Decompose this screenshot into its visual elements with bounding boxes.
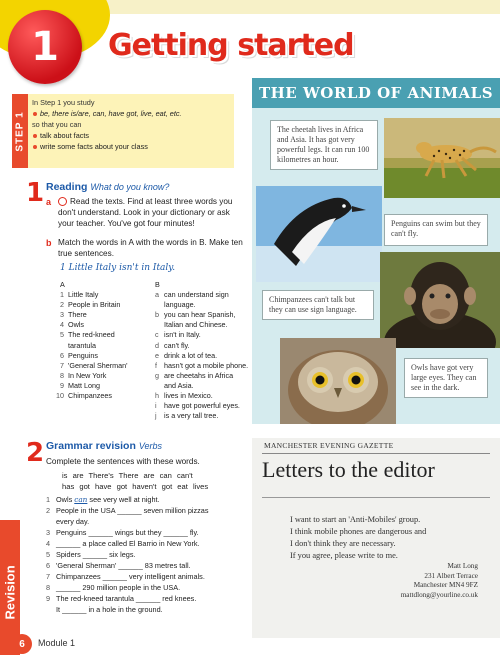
- match-row: [155, 401, 251, 411]
- match-row: [54, 371, 159, 381]
- match-row: [155, 411, 251, 421]
- item-number: [155, 300, 164, 310]
- sentence-number: 1: [46, 495, 51, 504]
- match-row: [155, 391, 251, 401]
- grammar-sentence: [46, 593, 246, 604]
- letter-line: I want to start an 'Anti-Mobiles' group.: [290, 515, 421, 524]
- item-number: 7: [60, 360, 64, 370]
- item-text: Matt Long: [68, 380, 100, 390]
- match-row: [155, 290, 251, 300]
- grammar-sentence: [46, 505, 246, 516]
- grammar-sentence: [46, 527, 246, 538]
- owls-caption: Owls have got very large eyes. They can see in the dark.: [404, 358, 488, 398]
- grammar-instruction: Complete the sentences with these words.: [46, 457, 200, 466]
- letter-line: If you agree, please write to me.: [290, 551, 398, 560]
- item-text: Chimpanzees: [68, 391, 112, 401]
- reading-heading-text: Reading: [46, 181, 88, 193]
- signature-line: Matt Long: [447, 562, 478, 570]
- chimpanzees-caption: Chimpanzees can't talk but they can use sign language.: [262, 290, 374, 320]
- item-number: 6: [60, 350, 64, 360]
- step-intro: In Step 1 you study: [32, 98, 95, 107]
- sentence-text: Chimpanzees ______ very intelligent animals.: [56, 572, 205, 581]
- item-text: lives in Mexico.: [164, 391, 213, 401]
- example-answer: 1 Little Italy isn't in Italy.: [60, 263, 176, 273]
- item-text: There: [68, 310, 87, 320]
- match-row: [54, 351, 159, 361]
- penguin-photo: [256, 186, 382, 282]
- match-row: [54, 341, 159, 351]
- sentence-text: see very well at night.: [87, 495, 160, 504]
- item-number: h: [155, 391, 159, 401]
- grammar-heading-text: Grammar revision: [46, 440, 136, 452]
- penguins-caption: Penguins can swim but they can't fly.: [384, 214, 488, 246]
- item-number: 2: [60, 300, 64, 310]
- grammar-sentence: [46, 494, 246, 505]
- revision-label: Revision: [2, 565, 18, 620]
- item-text: People in Britain: [68, 300, 121, 310]
- item-number: b: [155, 310, 159, 320]
- item-number: [155, 381, 164, 391]
- word-pool-line: is are There's There are can can't: [62, 471, 193, 480]
- task-a-letter: a: [46, 197, 52, 207]
- sentence-text: Spiders ______ six legs.: [56, 550, 136, 559]
- sentence-number: 4: [46, 539, 51, 548]
- sentence-text: Penguins ______ wings but they ______ fly.: [56, 528, 199, 537]
- step-tab-label: STEP 1: [14, 110, 26, 152]
- match-row: [155, 330, 251, 340]
- item-number: 3: [60, 310, 64, 320]
- grammar-sentence: [46, 571, 246, 582]
- grammar-heading: [46, 440, 162, 452]
- divider: [262, 453, 490, 454]
- item-text: can't fly.: [164, 340, 190, 350]
- module-label: Module 1: [38, 638, 76, 648]
- item-number: i: [155, 401, 157, 411]
- section-number-grammar: 2: [26, 438, 45, 468]
- word-pool-line: has got have got haven't got eat lives: [62, 482, 209, 491]
- match-row: [155, 351, 251, 361]
- section-number-reading: 1: [26, 178, 45, 208]
- item-text: drink a lot of tea.: [164, 350, 218, 360]
- sentence-number: 8: [46, 583, 51, 592]
- match-row: [54, 300, 159, 310]
- world-of-animals-title: THE WORLD OF ANIMALS: [252, 78, 500, 108]
- match-row: [54, 310, 159, 320]
- sentence-text: every day.: [56, 517, 90, 526]
- task-b-letter: b: [46, 238, 52, 248]
- page-number: 6: [19, 638, 25, 650]
- item-text: tarantula: [68, 340, 96, 350]
- match-row: [54, 391, 159, 401]
- step-study-item: be, there is/are, can, have got, live, eat, etc.: [32, 108, 232, 119]
- item-number: f: [155, 360, 157, 370]
- handwritten-answer: can: [74, 495, 88, 504]
- grammar-sentence: [46, 604, 246, 615]
- match-row: [155, 341, 251, 351]
- item-text: In New York: [68, 370, 107, 380]
- letter-body: [290, 514, 490, 562]
- sentence-number: 5: [46, 550, 51, 559]
- item-number: 1: [60, 290, 64, 300]
- grammar-sentence: [46, 560, 246, 571]
- item-text: 'General Sherman': [68, 360, 128, 370]
- column-b-header: B: [155, 280, 160, 289]
- sentence-text: 'General Sherman' ______ 83 metres tall.: [56, 561, 191, 570]
- letter-signature: [360, 562, 478, 600]
- item-number: c: [155, 330, 159, 340]
- match-row: [155, 310, 251, 320]
- signature-line: mattdlong@yourline.co.uk: [400, 590, 478, 599]
- sentence-number: 6: [46, 561, 51, 570]
- match-row: [155, 371, 251, 381]
- grammar-sentences: [46, 494, 246, 615]
- chimpanzee-photo: [380, 252, 500, 348]
- unit-number: 1: [31, 24, 59, 70]
- sentence-number: 2: [46, 506, 51, 515]
- sentence-text: The red-kneed tarantula ______ red knees.: [56, 594, 197, 603]
- sentence-text: ______ a place called El Barrio in New York.: [56, 539, 200, 548]
- match-column-a: [54, 280, 159, 401]
- item-text: hasn't got a mobile phone.: [164, 360, 249, 370]
- item-number: 5: [60, 330, 64, 340]
- reading-question: What do you know?: [90, 182, 170, 192]
- unit-title: Getting started: [108, 28, 354, 63]
- match-row: [54, 320, 159, 330]
- item-number: [54, 341, 68, 351]
- sentence-number: 7: [46, 572, 51, 581]
- sentence-text: People in the USA ______ seven million pizzas: [56, 506, 209, 515]
- step-content: [32, 97, 232, 152]
- item-number: e: [155, 350, 159, 360]
- grammar-sentence: [46, 549, 246, 560]
- owl-photo: [280, 338, 396, 424]
- cheetah-photo: [384, 118, 500, 198]
- step-goal: write some facts about your class: [32, 141, 232, 152]
- step-goal: talk about facts: [32, 130, 232, 141]
- signature-line: Manchester MN4 9FZ: [413, 581, 478, 590]
- item-number: j: [155, 411, 157, 421]
- match-column-b: [155, 280, 251, 421]
- letter-line: I don't think they are necessary.: [290, 539, 396, 548]
- item-text: Owls: [68, 320, 84, 330]
- item-number: [155, 320, 164, 330]
- item-text: are cheetahs in Africa: [164, 370, 234, 380]
- match-row: [54, 381, 159, 391]
- match-row: [155, 300, 251, 310]
- grammar-sentence: [46, 582, 246, 593]
- item-number: d: [155, 340, 159, 350]
- item-number: 4: [60, 320, 64, 330]
- item-number: 10: [56, 391, 64, 401]
- grammar-sentence: [46, 538, 246, 549]
- item-text: and Asia.: [164, 380, 194, 390]
- task-a-text: Read the texts. Find at least three words you don't understand. Look in your dictionary or ask your teacher. You've got four minutes!: [58, 197, 233, 228]
- letter-line: I think mobile phones are dangerous and: [290, 527, 427, 536]
- cheetah-caption: The cheetah lives in Africa and Asia. It has got very powerful legs. It can run 100 kilometres an hour.: [270, 120, 378, 170]
- match-row: [54, 330, 159, 340]
- signature-line: 231 Albert Terrace: [424, 571, 478, 580]
- match-row: [54, 290, 159, 300]
- word-pool: [62, 470, 208, 492]
- match-row: [155, 381, 251, 391]
- item-number: 8: [60, 370, 64, 380]
- item-text: Penguins: [68, 350, 98, 360]
- sentence-number: 9: [46, 594, 51, 603]
- item-text: Little Italy: [68, 290, 99, 300]
- grammar-sentence: [46, 516, 246, 527]
- item-text: isn't in Italy.: [164, 330, 201, 340]
- sentence-text: Owls: [56, 495, 75, 504]
- grammar-sub: Verbs: [138, 441, 162, 451]
- item-number: g: [155, 370, 159, 380]
- item-text: language.: [164, 300, 196, 310]
- divider: [262, 497, 490, 498]
- item-text: can understand sign: [164, 290, 229, 300]
- task-b-text: Match the words in A with the words in B. Make ten true sentences.: [58, 238, 243, 258]
- item-text: Italian and Chinese.: [164, 320, 228, 330]
- item-text: The red-kneed: [68, 330, 115, 340]
- match-row: [155, 320, 251, 330]
- sentence-number: 3: [46, 528, 51, 537]
- match-row: [54, 361, 159, 371]
- sentence-text: It ______ in a hole in the ground.: [56, 605, 163, 614]
- column-a-header: A: [60, 280, 65, 289]
- reading-heading: [46, 181, 169, 193]
- item-text: you can hear Spanish,: [164, 310, 236, 320]
- match-row: [155, 361, 251, 371]
- item-number: 9: [60, 380, 64, 390]
- item-text: is a very tall tree.: [164, 411, 219, 421]
- item-number: a: [155, 290, 159, 300]
- sentence-text: ______ 290 million people in the USA.: [56, 583, 181, 592]
- newspaper-name: MANCHESTER EVENING GAZETTE: [264, 441, 394, 450]
- step-so-that: so that you can: [32, 120, 82, 129]
- item-text: have got powerful eyes.: [164, 401, 240, 411]
- letters-title: Letters to the editor: [262, 457, 435, 482]
